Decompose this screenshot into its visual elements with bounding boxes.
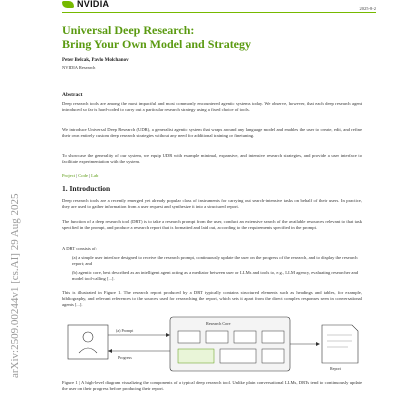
title-line-2: Bring Your Own Model and Strategy <box>62 37 252 51</box>
report-document-icon <box>322 325 358 363</box>
list-item-a: (a) a simple user interface designed to receive the research prompt, continuously update the user on the progress of the research, and to display the research report; and <box>72 255 358 267</box>
core-step-4 <box>262 331 284 343</box>
abstract-paragraph-2: We introduce Universal Deep Research (UDR), a generalist agentic system that wraps around any language model and enables the user to create, edit, and refine their own entirely custom deep research strategies without any need for additional training or finetuning. <box>62 127 362 139</box>
intro-paragraph-3: A DRT consists of: <box>62 246 97 251</box>
figure-1-caption: Figure 1 | A high-level diagram visualizing the components of a typical deep research tool. Unlike plain conversational LLMs, DRTs tend to continuously update the user on their progress before producing their report. <box>62 380 362 392</box>
abstract-paragraph-3: To showcase the generality of our system, we equip UDR with example minimal, expansive, and intensive research strategies, and provide a user interface to facilitate experimentation with the system. <box>62 153 362 165</box>
core-label: Research Core <box>206 321 231 326</box>
figure-1-diagram <box>66 313 362 375</box>
core-tools-box <box>220 349 256 363</box>
report-label: Report <box>330 366 341 371</box>
user-icon <box>83 332 93 342</box>
core-step-3 <box>234 331 256 343</box>
core-step-2 <box>206 331 228 343</box>
paper-title <box>62 23 362 51</box>
section-heading-introduction: 1. Introduction <box>62 184 111 193</box>
user-body-icon <box>79 348 97 353</box>
progress-label: Progress <box>118 355 132 360</box>
nvidia-logo <box>62 0 126 8</box>
brand-name: NVIDIA <box>77 0 110 9</box>
progress-arrowhead-icon <box>108 349 112 353</box>
affiliation: NVIDIA Research <box>62 65 96 70</box>
arxiv-identifier[interactable]: arXiv:2509.00244v1 [cs.AI] 29 Aug 2025 <box>9 193 21 378</box>
intro-paragraph-4: This is illustrated in Figure 1. The research report produced by a DRT typically contains structured elements such as headings and tables, for example, bibliography, and relevant references to the sources used for researching the report, which sets it apart from the direct complex responses seen in conversational agents [...]. <box>62 290 362 308</box>
link-lab[interactable]: Lab <box>91 173 99 178</box>
prompt-label: (a) Prompt <box>116 328 134 333</box>
links-row: Project | Code | Lab <box>62 173 99 178</box>
title-line-1: Universal Deep Research: <box>62 23 195 37</box>
intro-paragraph-1: Deep research tools are a recently emerged yet already popular class of instruments for carrying out search-intensive tasks on behalf of their users. In practice, they are used to gather information from a user request and synthesize it into a structured report. <box>62 198 362 210</box>
link-code[interactable]: Code <box>78 173 88 178</box>
link-project[interactable]: Project <box>62 173 76 178</box>
core-memory-box <box>262 349 284 363</box>
abstract-heading: Abstract <box>62 92 83 98</box>
intro-paragraph-2: The function of a deep research tool (DRT) is to take a research prompt from the user, conduct an extensive search of the available resources relevant to that task specified in the prompt, and produce a research report that is formatted and laid out, according to the requirements specified in the prompt. <box>62 219 362 231</box>
authors: Peter Belcak, Pavlo Molchanov <box>62 58 129 63</box>
header-rule <box>62 12 376 13</box>
prompt-arrowhead-icon <box>166 333 170 337</box>
core-step-1 <box>178 331 200 343</box>
abstract-paragraph-1: Deep research tools are among the most impactful and most commonly encountered agentic systems today. We observe, however, that each deep research agent introduced so far is hard-coded to carry out a particular research strategy using a fixed choice of tools. <box>62 101 362 113</box>
core-model-box <box>178 349 214 363</box>
report-arrowhead-icon <box>316 342 320 346</box>
paper-date: 2025-8-2 <box>359 6 376 11</box>
nvidia-eye-icon <box>62 1 74 8</box>
list-item-b: (b) agentic core, best described as an intelligent agent acting as a mediator between user or LLMs and tools to, e.g., LLM agency, evaluating researcher and model tool-calling [...]. <box>72 270 359 282</box>
